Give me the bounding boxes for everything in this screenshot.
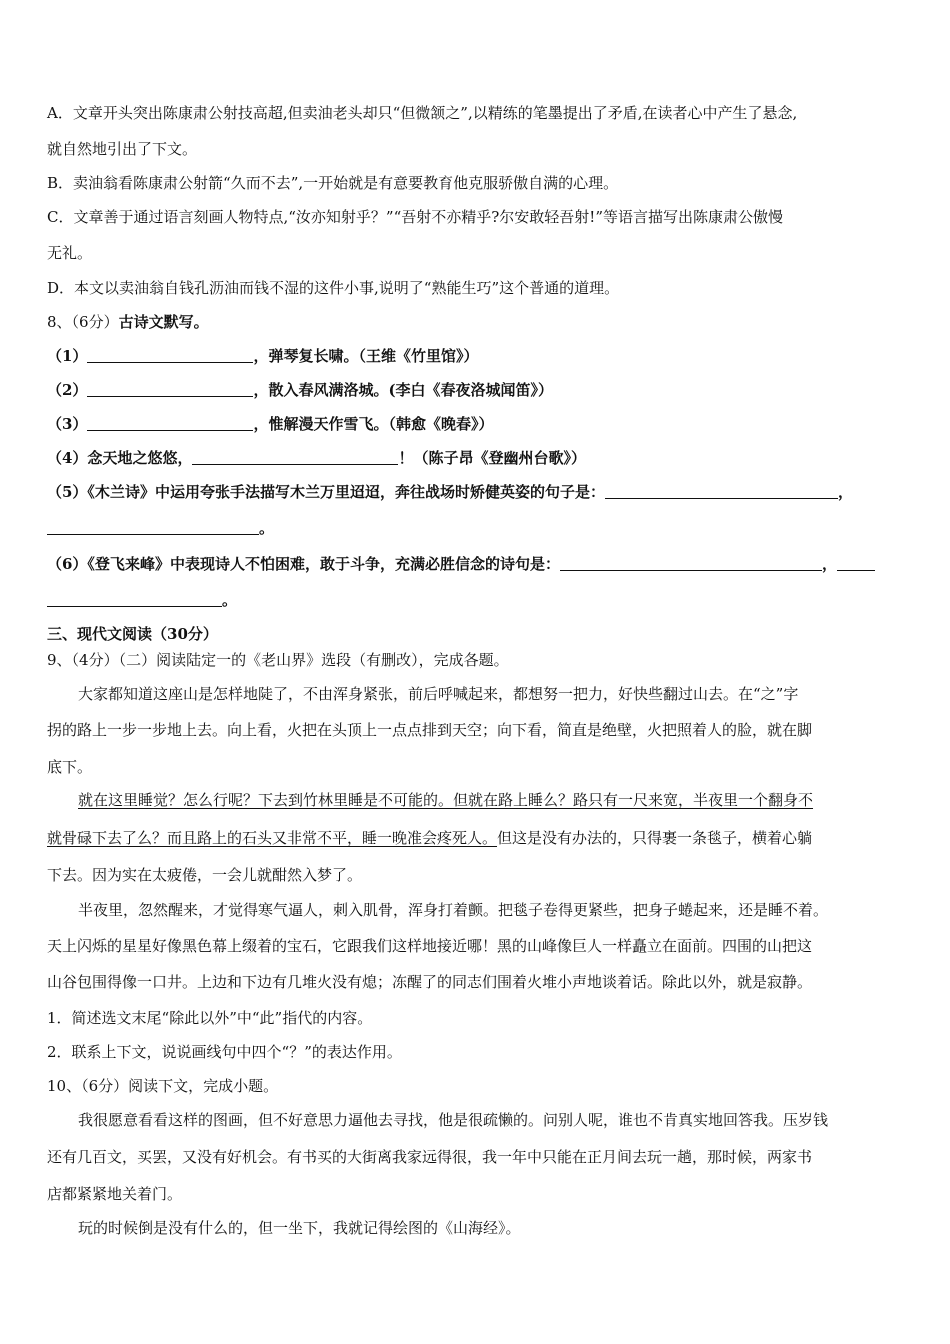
q10-paragraph-1-line1: 我很愿意看看这样的图画，但不好意思力逼他去寻找，他是很疏懒的。问别人呢，谁也不肯真实地回答我。压岁钱 — [78, 1111, 829, 1129]
q9-paragraph-1-line1: 大家都知道这座山是怎样地陡了，不由浑身紧张，前后呼喊起来，都想努一把力，好快些翻过山去。在“之”字 — [78, 685, 799, 703]
q8-item-2-prefix: （2） — [47, 381, 88, 399]
q7-option-d: D．本文以卖油翁自钱孔沥油而钱不湿的这件小事,说明了“熟能生巧”这个普通的道理。 — [47, 279, 620, 297]
q8-item-3 — [47, 414, 493, 434]
q8-item-2-blank[interactable] — [87, 382, 253, 397]
q8-item-5-comma: ， — [837, 483, 853, 501]
q8-item-5-line1 — [47, 482, 853, 502]
q7-option-b: B．卖油翁看陈康肃公射箭“久而不去”,一开始就是有意要教育他克服骄傲自满的心理。 — [47, 174, 619, 192]
q9-paragraph-3-line1: 半夜里，忽然醒来，才觉得寒气逼人，刺入肌骨，浑身打着颤。把毯子卷得更紧些，把身子蜷起来，还是睡不着。 — [78, 901, 829, 919]
q8-item-5-blank-2[interactable] — [47, 520, 259, 535]
q9-underlined-sentence: 就骨碌下去了么？而且路上的石头又非常不平，睡一晚准会疼死人。 — [47, 829, 498, 847]
q8-heading — [47, 312, 209, 332]
section-3-title: 三、现代文阅读（30分） — [47, 625, 218, 643]
q8-item-6-text: （6）《登飞来峰》中表现诗人不怕困难，敢于斗争，充满必胜信念的诗句是： — [47, 555, 560, 573]
q8-title: 古诗文默写。 — [118, 313, 209, 331]
q8-item-1-prefix: （1） — [47, 347, 88, 365]
q9-paragraph-3-line3: 山谷包围得像一口井。上边和下边有几堆火没有熄；冻醒了的同志们围着火堆小声地谈着话。除此以外，就是寂静。 — [47, 973, 813, 991]
q8-item-6-blank-2[interactable] — [837, 556, 875, 571]
q8-item-6-end: 。 — [222, 591, 238, 609]
q8-number: 8、（6分） — [47, 313, 119, 331]
q10-paragraph-1-line2: 还有几百文，买罢，又没有好机会。有书买的大街离我家远得很，我一年中只能在正月间去玩一趟，那时候，两家书 — [47, 1148, 813, 1166]
q8-item-6-comma: ， — [821, 555, 837, 573]
q8-item-1-blank[interactable] — [87, 348, 253, 363]
q8-item-5-line2 — [47, 518, 274, 538]
q9-heading: 9、（4分）（二）阅读陆定一的《老山界》选段（有删改），完成各题。 — [47, 651, 509, 669]
q8-item-3-suffix: ，惟解漫天作雪飞。（韩愈《晚春》） — [253, 415, 494, 433]
q9-paragraph-2-line3: 下去。因为实在太疲倦，一会儿就酣然入梦了。 — [47, 866, 363, 884]
q8-item-5-blank-1[interactable] — [605, 484, 838, 499]
q9-paragraph-2-line1-underlined: 就在这里睡觉？怎么行呢？下去到竹林里睡是不可能的。但就在路上睡么？路只有一尺来宽，半夜里一个翻身不 — [78, 791, 814, 809]
q8-item-3-prefix: （3） — [47, 415, 88, 433]
q9-paragraph-1-line3: 底下。 — [47, 758, 93, 776]
q8-item-1-suffix: ，弹琴复长啸。（王维《竹里馆》） — [253, 347, 479, 365]
q7-option-a-line1: A．文章开头突出陈康肃公射技高超,但卖油老头却只“但微颔之”,以精练的笔墨提出了矛盾,在读者心中产生了悬念, — [47, 104, 798, 122]
q8-item-2 — [47, 380, 553, 400]
q10-paragraph-2-line1: 玩的时候倒是没有什么的，但一坐下，我就记得绘图的《山海经》。 — [78, 1219, 521, 1237]
q8-item-4 — [47, 448, 586, 468]
q9-subquestion-2: 2．联系上下文，说说画线句中四个“？”的表达作用。 — [47, 1043, 402, 1061]
q8-item-4-prefix: （4）念天地之悠悠， — [47, 449, 193, 467]
q8-item-2-suffix: ，散入春风满洛城。(李白《春夜洛城闻笛》） — [253, 381, 554, 399]
q8-item-5-text: （5）《木兰诗》中运用夸张手法描写木兰万里迢迢，奔往战场时矫健英姿的句子是： — [47, 483, 605, 501]
q8-item-4-suffix: ！（陈子昂《登幽州台歌》） — [398, 449, 586, 467]
q7-option-a-line2: 就自然地引出了下文。 — [47, 140, 198, 158]
q8-item-6-line1 — [47, 554, 875, 574]
q9-paragraph-1-line2: 拐的路上一步一步地上去。向上看，火把在头顶上一点点排到天空；向下看，简直是绝壁，火把照着人的脸，就在脚 — [47, 721, 813, 739]
q8-item-6-blank-3[interactable] — [47, 592, 222, 607]
q10-paragraph-1-line3: 店都紧紧地关着门。 — [47, 1185, 183, 1203]
q8-item-4-blank[interactable] — [192, 450, 398, 465]
q8-item-6-line2 — [47, 590, 237, 610]
q9-paragraph-2-line2 — [47, 828, 812, 848]
q8-item-3-blank[interactable] — [87, 416, 253, 431]
q9-paragraph-3-line2: 天上闪烁的星星好像黑色幕上缀着的宝石，它跟我们这样地接近哪！黑的山峰像巨人一样矗立在面前。四围的山把这 — [47, 937, 813, 955]
q8-item-5-end: 。 — [259, 519, 275, 537]
q8-item-1 — [47, 346, 478, 366]
q10-heading: 10、（6分）阅读下文，完成小题。 — [47, 1077, 279, 1095]
q7-option-c-line1: C．文章善于通过语言刻画人物特点,“汝亦知射乎？”“吾射不亦精乎?尔安敢轻吾射!”等语言描写出陈康肃公傲慢 — [47, 208, 783, 226]
q9-paragraph-2-line2-rest: 但这是没有办法的，只得裹一条毯子，横着心躺 — [497, 829, 813, 847]
q8-item-6-blank-1[interactable] — [560, 556, 822, 571]
q9-subquestion-1: 1．简述选文末尾“除此以外”中“此”指代的内容。 — [47, 1009, 373, 1027]
q7-option-c-line2: 无礼。 — [47, 244, 93, 262]
